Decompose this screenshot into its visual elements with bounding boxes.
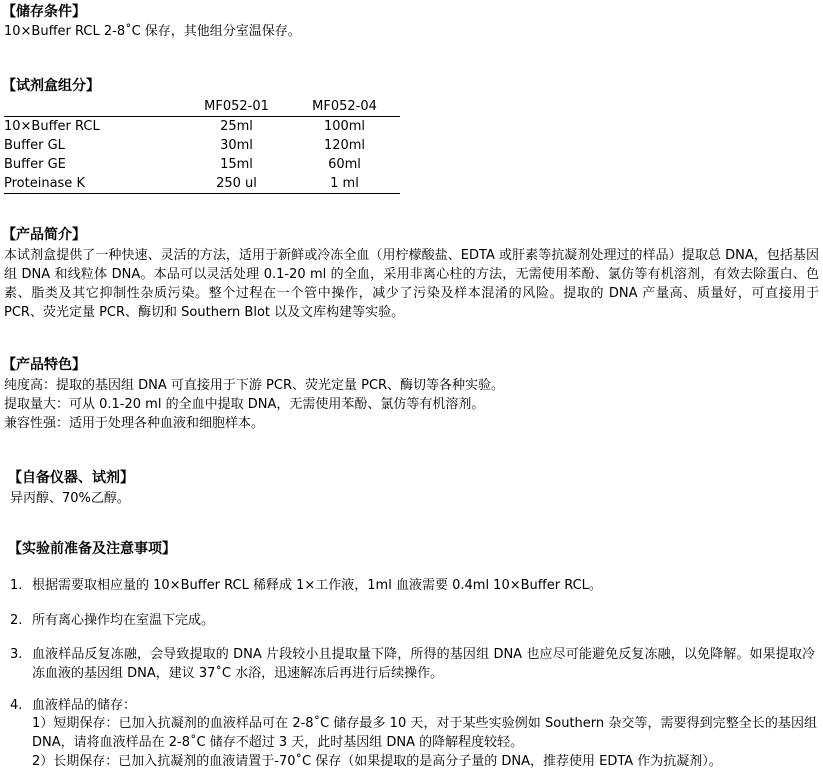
section-title-notes: 【实验前准备及注意事项】	[8, 541, 176, 557]
table-row	[4, 136, 400, 155]
list-item	[10, 696, 815, 715]
section-title-storage: 【储存条件】	[2, 4, 86, 20]
table-cell: 30ml	[220, 138, 253, 153]
list-text: 根据需要取相应量的 10×Buffer RCL 稀释成 1×工作液，1ml 血液需要 0.4ml 10×Buffer RCL。	[32, 578, 602, 593]
list-number: 4.	[10, 698, 23, 713]
table-cell: Proteinase K	[4, 176, 85, 191]
feature-item: 兼容性强：适用于处理各种血液和细胞样本。	[4, 416, 265, 431]
list-text: 所有离心操作均在室温下完成。	[32, 613, 215, 628]
list-text: 血液样品反复冻融，会导致提取的 DNA 片段较小且提取量下降，所得的基因组 DNA 也应尽可能避免反复冻融，以免降解。如果提取冷冻血液的基因组 DNA，建议 37˚C 水浴，迅速解冻后再进行后续操作。	[32, 647, 815, 681]
feature-item: 提取量大：可从 0.1-20 ml 的全血中提取 DNA，无需使用苯酚、氯仿等有机溶剂。	[4, 397, 485, 412]
section-title-intro: 【产品简介】	[2, 227, 86, 243]
table-header-cell	[4, 97, 184, 117]
table-cell: 250 ul	[216, 176, 257, 191]
list-item	[10, 576, 815, 595]
list-item	[10, 645, 815, 683]
table-header-row	[4, 97, 400, 117]
section-title-features: 【产品特色】	[2, 357, 86, 373]
feature-item: 纯度高：提取的基因组 DNA 可直接用于下游 PCR、荧光定量 PCR、酶切等各种实验。	[4, 378, 505, 393]
list-number: 3.	[10, 647, 23, 662]
list-item	[10, 611, 815, 630]
storage-text: 10×Buffer RCL 2-8˚C 保存，其他组分室温保存。	[4, 24, 301, 39]
table-cell: 1 ml	[330, 176, 359, 191]
intro-paragraph: 本试剂盒提供了一种快速、灵活的方法，适用于新鲜或冷冻全血（用柠檬酸盐、EDTA 或肝素等抗凝剂处理过的样品）提取总 DNA，包括基因组 DNA 和线粒体 DNA。本品可以灵活处理 0.1-20 ml 的全血，采用非离心柱的方法，无需使用苯酚、氯仿等有机溶剂，有效去除蛋白、色素、脂类及其它抑制性杂质污染。整个过程在一个管中操作，减少了污染及样本混淆的风险。提取的 DNA 产量高、质量好，可直接用于 PCR、荧光定量 PCR、酶切和 Southern Blot 以及文库构建等实验。	[4, 248, 819, 320]
table-header-cell: MF052-04	[312, 99, 377, 114]
table-cell: 25ml	[220, 119, 253, 134]
table-row	[4, 117, 400, 137]
equipment-text: 异丙醇、70%乙醇。	[10, 491, 130, 506]
table-cell: 100ml	[323, 119, 366, 134]
table-cell: 60ml	[328, 157, 361, 172]
table-cell: 120ml	[323, 138, 366, 153]
list-text: 血液样品的储存：	[32, 698, 137, 713]
table-row	[4, 155, 400, 174]
table-cell: Buffer GE	[4, 157, 66, 172]
table-cell: 10×Buffer RCL	[4, 119, 100, 134]
section-title-equipment: 【自备仪器、试剂】	[8, 470, 134, 486]
list-number: 1.	[10, 578, 23, 593]
section-title-kit: 【试剂盒组分】	[2, 78, 100, 94]
table-row	[4, 174, 400, 194]
table-cell: Buffer GL	[4, 138, 65, 153]
table-header-cell: MF052-01	[204, 99, 269, 114]
table-cell: 15ml	[220, 157, 253, 172]
list-subitem: 2）长期保存：已加入抗凝剂的血液请置于-70˚C 保存（如果提取的是高分子量的 DNA，推荐使用 EDTA 作为抗凝剂）。	[32, 754, 722, 769]
list-number: 2.	[10, 613, 23, 628]
kit-components-table	[4, 97, 400, 194]
list-subitem: 1）短期保存：已加入抗凝剂的血液样品可在 2-8˚C 储存最多 10 天，对于某些实验例如 Southern 杂交等，需要得到完整全长的基因组 DNA，请将血液样品在 2-8˚C 储存不超过 3 天，此时基因组 DNA 的降解程度较轻。	[32, 716, 817, 750]
